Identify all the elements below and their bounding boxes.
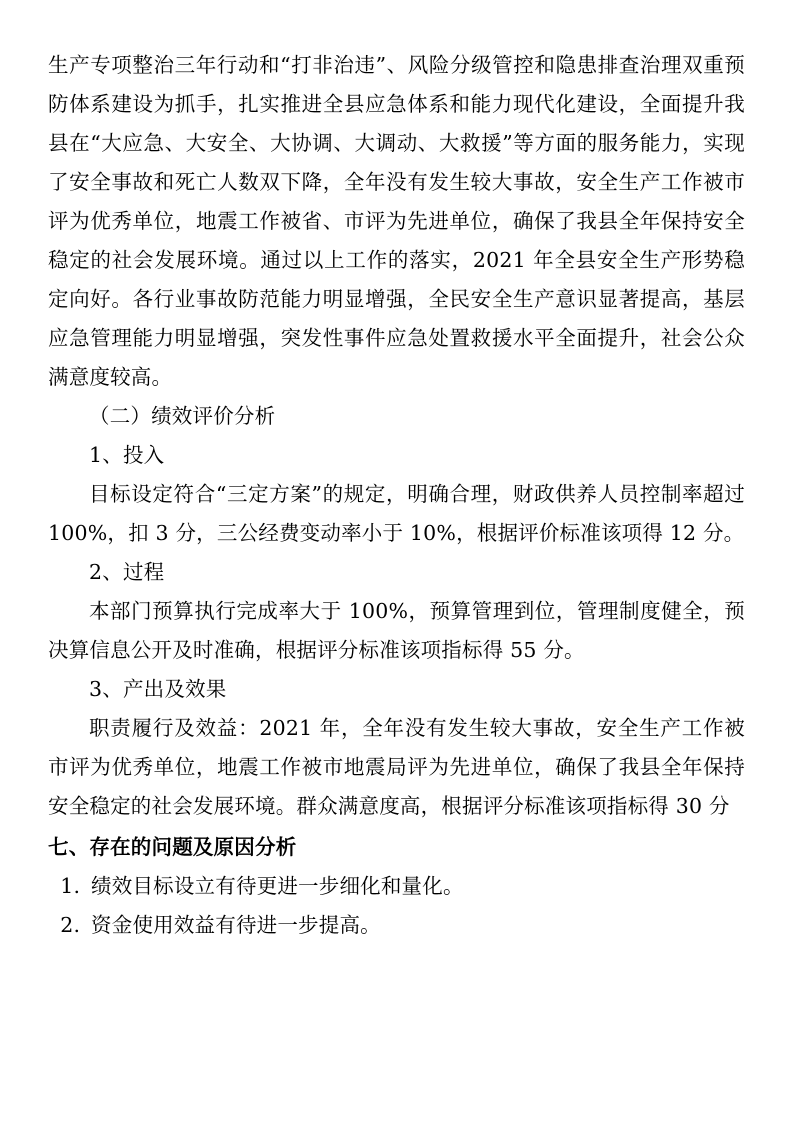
section-heading-problems: 七、存在的问题及原因分析 [48, 835, 297, 859]
document-body [48, 46, 745, 945]
subheading-process: 2、过程 [89, 560, 165, 584]
subheading-performance-evaluation: （二）绩效评价分析 [89, 404, 276, 428]
subheading-output-effect: 3、产出及效果 [89, 677, 227, 701]
paragraph-input-detail: 目标设定符合“三定方案”的规定，明确合理，财政供养人员控制率超过 100%，扣 3 分，三公经费变动率小于 10%，根据评价标准该项得 12 分。 [48, 482, 745, 545]
subheading-input: 1、投入 [89, 443, 165, 467]
list-item [48, 906, 745, 945]
paragraph-process-detail: 本部门预算执行完成率大于 100%，预算管理到位，管理制度健全，预决算信息公开及时准确，根据评分标准该项指标得 55 分。 [48, 599, 745, 662]
list-item-label: 资金使用效益有待进一步提高。 [91, 913, 381, 937]
paragraph-output-detail: 职责履行及效益：2021 年，全年没有发生较大事故，安全生产工作被市评为优秀单位，地震工作被市地震局评为先进单位，确保了我县全年保持安全稳定的社会发展环境。群众满意度高，根据评分标准该项指标得 30 分 [48, 716, 745, 818]
paragraph-safety-overview: 生产专项整治三年行动和“打非治违”、风险分级管控和隐患排查治理双重预防体系建设为抓手，扎实推进全县应急体系和能力现代化建设，全面提升我县在“大应急、大安全、大协调、大调动、大救援”等方面的服务能力，实现了安全事故和死亡人数双下降，全年没有发生较大事故，安全生产工作被市评为优秀单位，地震工作被省、市评为先进单位，确保了我县全年保持安全稳定的社会发展环境。通过以上工作的落实，2021 年全县安全生产形势稳定向好。各行业事故防范能力明显增强，全民安全生产意识显著提高，基层应急管理能力明显增强，突发性事件应急处置救援水平全面提升，社会公众满意度较高。 [48, 53, 745, 389]
list-item-number: 1. [60, 874, 81, 898]
list-item-label: 绩效目标设立有待更进一步细化和量化。 [91, 874, 464, 898]
list-item [48, 867, 745, 906]
list-item-number: 2. [60, 913, 81, 937]
